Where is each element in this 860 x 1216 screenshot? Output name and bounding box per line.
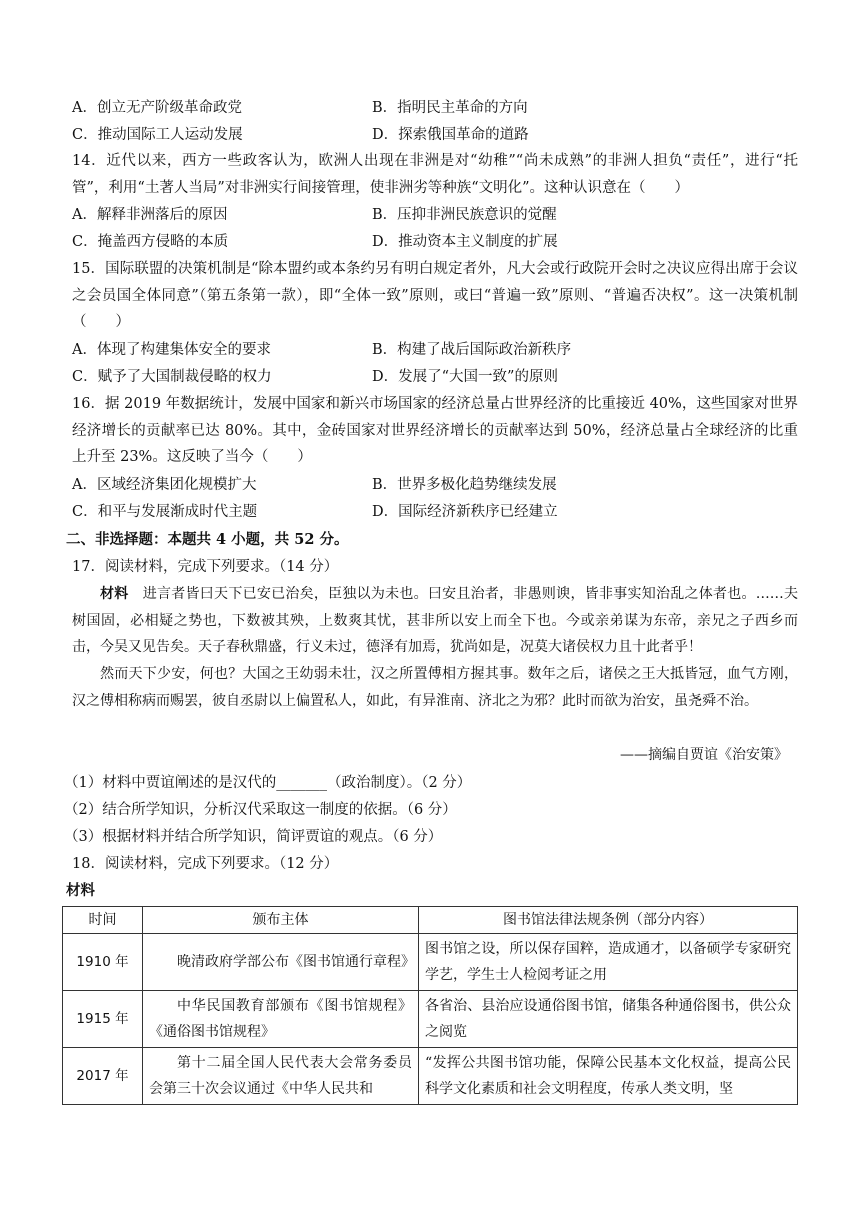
table-cell-content: 各省治、县治应设通俗图书馆，储集各种通俗图书，供公众之阅览 — [419, 991, 798, 1048]
q15-option-d[interactable]: D．发展了“大国一致”的原则 — [372, 369, 558, 385]
q17-material-para-1 — [72, 581, 798, 661]
q15-options-row-1 — [72, 337, 792, 363]
q14-stem: 14．近代以来，西方一些政客认为，欧洲人出现在非洲是对“幼稚”“尚未成熟”的非洲人担负“责任”，进行“托管”，利用“土著人当局”对非洲实行间接管理，使非洲劣等种族“文明化”。这种认识意在（ ） — [72, 153, 798, 196]
q16-option-c[interactable]: C．和平与发展渐成时代主题 — [72, 504, 258, 520]
q18-material-label: 材料 — [66, 882, 95, 899]
q18-stem: 18．阅读材料，完成下列要求。（12 分） — [72, 856, 339, 872]
q15-option-c[interactable]: C．赋予了大国制裁侵略的权力 — [72, 369, 272, 385]
q16-options-row-2 — [72, 499, 792, 525]
table-cell-issuer: 中华民国教育部颁布《图书馆规程》《通俗图书馆规程》 — [143, 991, 419, 1048]
q16-options-row-1 — [72, 472, 792, 498]
table-row — [63, 1048, 798, 1105]
q15-options-row-2 — [72, 364, 792, 390]
table-header-row — [63, 907, 798, 934]
q13-option-c[interactable]: C．推动国际工人运动发展 — [72, 127, 243, 143]
q16-option-d[interactable]: D．国际经济新秩序已经建立 — [372, 504, 558, 520]
q15-option-a[interactable]: A．体现了构建集体安全的要求 — [72, 342, 271, 358]
table-cell-content: “发挥公共图书馆功能，保障公民基本文化权益，提高公民科学文化素质和社会文明程度，传承人类文明，坚 — [419, 1048, 798, 1105]
q16-stem: 16．据 2019 年数据统计，发展中国家和新兴市场国家的经济总量占世界经济的比重接近 40%，这些国家对世界经济增长的贡献率已达 80%。其中，金砖国家对世界经济增长的贡献率达到 50%，经济总量占全球经济的比重上升至 23%。这反映了当今（ ） — [72, 396, 798, 465]
q14-option-b[interactable]: B．压抑非洲民族意识的觉醒 — [372, 207, 557, 223]
table-header-issuer: 颁布主体 — [143, 907, 419, 934]
library-law-table — [62, 906, 798, 1105]
material-tag: 材料 — [100, 586, 129, 602]
q13-option-d[interactable]: D．探索俄国革命的道路 — [372, 127, 529, 143]
q14-option-c[interactable]: C．掩盖西方侵略的本质 — [72, 234, 229, 250]
table-cell-issuer: 晚清政府学部公布《图书馆通行章程》 — [143, 934, 419, 991]
q17-sub-question-1: （1）材料中贾谊阐述的是汉代的_______（政治制度）。（2 分） — [64, 775, 472, 791]
table-row — [63, 991, 798, 1048]
table-row — [63, 934, 798, 991]
q15-stem: 15．国际联盟的决策机制是“除本盟约或本条约另有明白规定者外，凡大会或行政院开会时之决议应得出席于会议之会员国全体同意”（第五条第一款），即“全体一致”原则，或曰“普遍一致”原则、“普遍否决权”。这一决策机制（ ） — [72, 261, 798, 330]
q14-option-a[interactable]: A．解释非洲落后的原因 — [72, 207, 228, 223]
q14-options-row-1 — [72, 202, 792, 228]
q17-source: ——摘编自贾谊《治安策》 — [620, 747, 788, 763]
q13-option-b[interactable]: B．指明民主革命的方向 — [372, 100, 528, 116]
table-cell-time: 2017 年 — [63, 1048, 143, 1105]
section-title: 二、非选择题：本题共 4 小题，共 52 分。 — [66, 531, 349, 548]
q13-option-a[interactable]: A．创立无产阶级革命政党 — [72, 100, 242, 116]
table-cell-content: 图书馆之设，所以保存国粹，造成通才，以备硕学专家研究学艺，学生士人检阅考证之用 — [419, 934, 798, 991]
table-header-content: 图书馆法律法规条例（部分内容） — [419, 907, 798, 934]
q14-options-row-2 — [72, 229, 792, 255]
q17-sub-question-2: （2）结合所学知识，分析汉代采取这一制度的依据。（6 分） — [64, 802, 457, 818]
q16-option-a[interactable]: A．区域经济集团化规模扩大 — [72, 477, 257, 493]
q13-options-row-2 — [72, 122, 792, 148]
material-para-1-text: 进言者皆曰天下已安已治矣，臣独以为未也。曰安且治者，非愚则谀，皆非事实知治乱之体者也。……夫树国固，必相疑之势也，下数被其殃，上数爽其忧，甚非所以安上而全下也。今或亲弟谋为东帝，亲兄之子西乡而击，今吴又见告矣。天子春秋鼎盛，行义未过，德泽有加焉，犹尚如是，况莫大诸侯权力且十此者乎！ — [72, 586, 799, 655]
q16-option-b[interactable]: B．世界多极化趋势继续发展 — [372, 477, 557, 493]
q17-material-para-2: 然而天下少安，何也？大国之王幼弱未壮，汉之所置傅相方握其事。数年之后，诸侯之王大抵皆冠，血气方刚，汉之傅相称病而赐罢，彼自丞尉以上偏置私人，如此，有异淮南、济北之为邪？此时而欲为治安，虽尧舜不治。 — [72, 666, 798, 709]
q14-option-d[interactable]: D．推动资本主义制度的扩展 — [372, 234, 558, 250]
table-cell-issuer: 第十二届全国人民代表大会常务委员会第三十次会议通过《中华人民共和 — [143, 1048, 419, 1105]
q17-stem: 17．阅读材料，完成下列要求。（14 分） — [72, 559, 339, 575]
table-cell-time: 1915 年 — [63, 991, 143, 1048]
table-header-time: 时间 — [63, 907, 143, 934]
q17-sub-question-3: （3）根据材料并结合所学知识，简评贾谊的观点。（6 分） — [64, 829, 443, 845]
q15-option-b[interactable]: B．构建了战后国际政治新秩序 — [372, 342, 572, 358]
table-cell-time: 1910 年 — [63, 934, 143, 991]
q13-options-row-1 — [72, 95, 792, 121]
